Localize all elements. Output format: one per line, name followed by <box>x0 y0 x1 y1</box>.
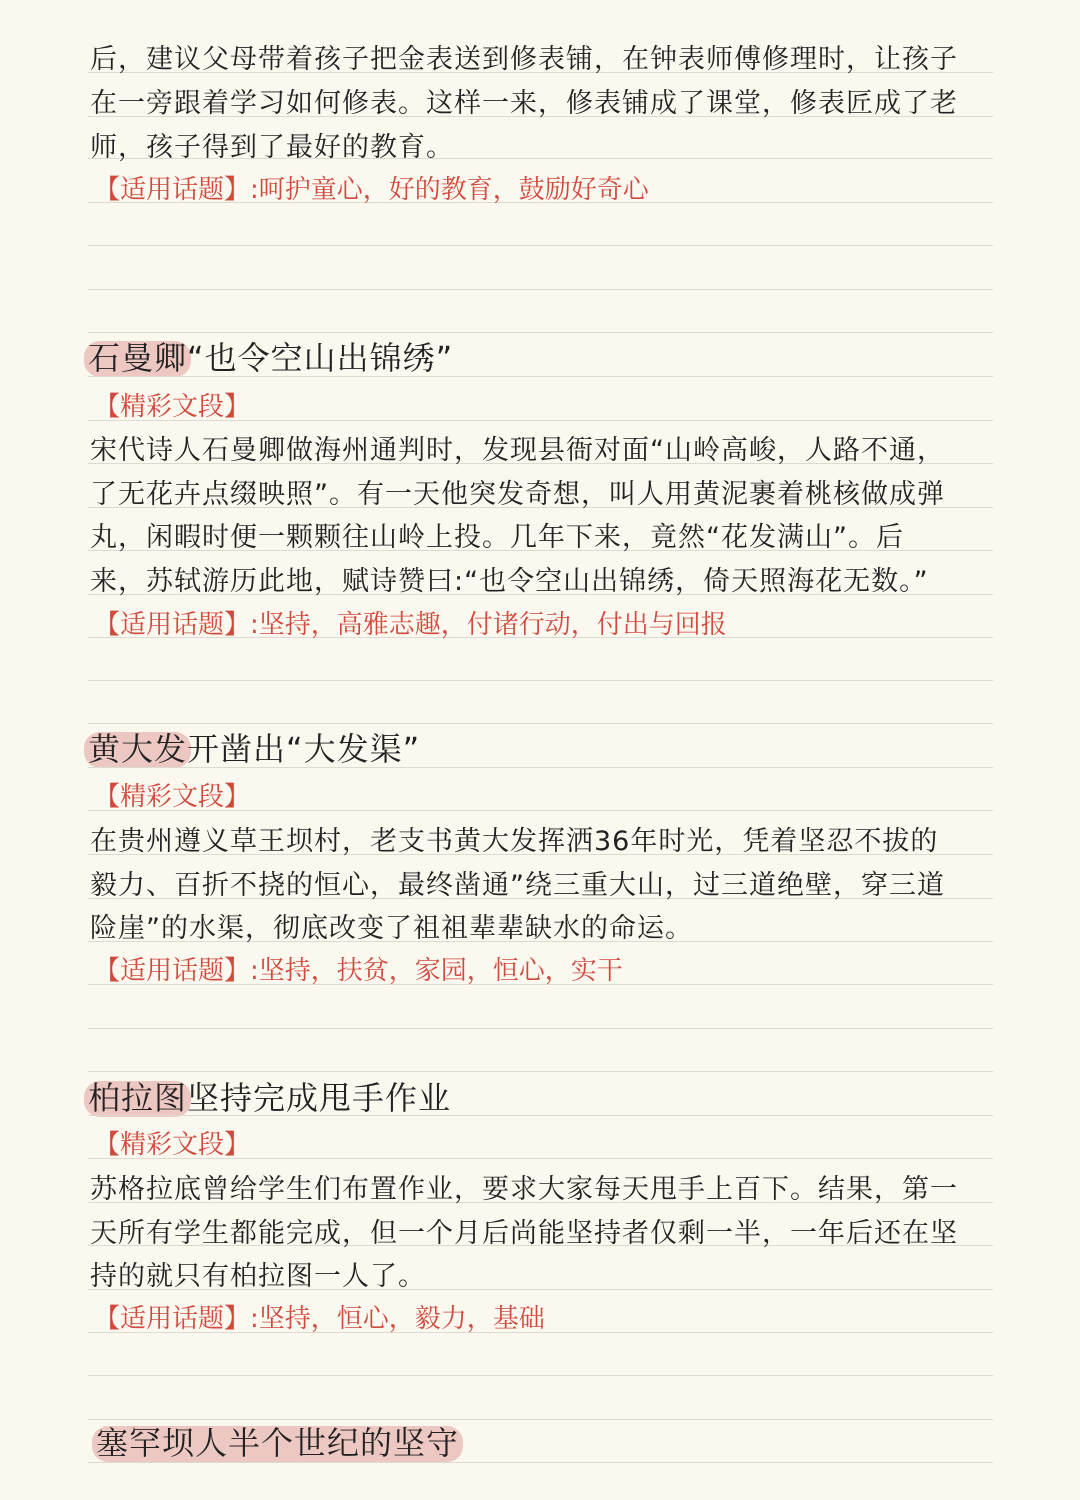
paragraph-line: 险崖”的水渠，彻底改变了祖祖辈辈缺水的命运。 <box>90 913 693 944</box>
heading-highlight: 石曼卿 <box>88 333 187 383</box>
section-label: 【精彩文段】 <box>94 1130 251 1160</box>
paragraph-line: 毅力、百折不挠的恒心，最终凿通”绕三重大山，过三道绝壁，穿三道 <box>90 870 945 901</box>
paragraph-line: 来，苏轼游历此地，赋诗赞曰:“也令空山出锦绣，倚天照海花无数。” <box>90 566 929 597</box>
paragraph-line: 丸，闲暇时便一颗颗往山岭上投。几年下来，竟然“花发满山”。后 <box>90 522 904 553</box>
paragraph-line: 在贵州遵义草王坝村，老支书黄大发挥洒36年时光，凭着坚忍不拔的 <box>90 826 939 857</box>
rule-line <box>88 680 993 681</box>
paragraph-line: 宋代诗人石曼卿做海州通判时，发现县衙对面“山岭高峻，人路不通， <box>90 435 945 466</box>
section-heading <box>88 724 420 774</box>
rule-line <box>88 1071 993 1072</box>
section-label: 【精彩文段】 <box>94 782 251 812</box>
paragraph-line: 在一旁跟着学习如何修表。这样一来，修表铺成了课堂，修表匠成了老 <box>90 88 958 119</box>
topics-line: 【适用话题】:呵护童心，好的教育，鼓励好奇心 <box>94 175 649 205</box>
rule-line <box>88 245 993 246</box>
section-heading <box>96 1418 459 1468</box>
section-label: 【精彩文段】 <box>94 392 251 422</box>
heading-highlight: 柏拉图 <box>88 1073 187 1123</box>
heading-rest: 坚持完成甩手作业 <box>187 1079 452 1117</box>
paragraph-line: 天所有学生都能完成，但一个月后尚能坚持者仅剩一半，一年后还在坚 <box>90 1218 958 1249</box>
rule-line <box>88 1028 993 1029</box>
heading-rest: 开凿出“大发渠” <box>187 730 421 768</box>
heading-highlight: 黄大发 <box>88 724 187 774</box>
heading-highlight: 塞罕坝人半个世纪的坚守 <box>96 1418 459 1468</box>
section-heading <box>88 333 453 383</box>
paragraph-line: 后，建议父母带着孩子把金表送到修表铺，在钟表师傅修理时，让孩子 <box>90 44 958 75</box>
rule-line <box>88 1375 993 1376</box>
topics-line: 【适用话题】:坚持，扶贫，家园，恒心，实干 <box>94 956 623 986</box>
paragraph-line: 持的就只有柏拉图一人了。 <box>90 1261 426 1292</box>
paragraph-line: 苏格拉底曾给学生们布置作业，要求大家每天甩手上百下。结果，第一 <box>90 1174 958 1205</box>
section-heading <box>88 1073 451 1123</box>
rule-line <box>88 289 993 290</box>
topics-line: 【适用话题】:坚持，高雅志趣，付诸行动，付出与回报 <box>94 610 727 640</box>
paragraph-line: 师，孩子得到了最好的教育。 <box>90 132 454 163</box>
topics-line: 【适用话题】:坚持，恒心，毅力，基础 <box>94 1304 545 1334</box>
paragraph-line: 了无花卉点缀映照”。有一天他突发奇想，叫人用黄泥裹着桃核做成弹 <box>90 479 945 510</box>
heading-rest: “也令空山出锦绣” <box>187 339 454 377</box>
